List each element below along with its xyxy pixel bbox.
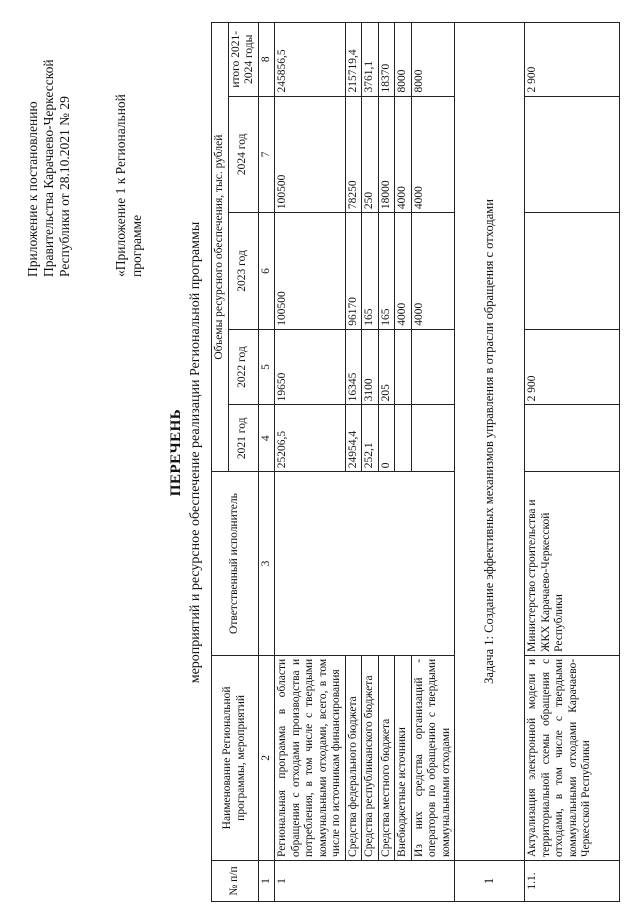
value-cell — [395, 405, 412, 472]
column-number-row — [258, 23, 275, 902]
col-num-header: № п/п — [212, 860, 259, 901]
value-cell: 4000 — [395, 213, 412, 330]
value-cell: 8000 — [395, 23, 412, 97]
value-cell: 100500 — [275, 213, 346, 330]
col-number: 6 — [258, 213, 275, 330]
appendix-reference: «Приложение 1 к Региональной программе — [113, 94, 144, 277]
appendix-line: Приложение к постановлению — [25, 101, 40, 277]
funding-table — [211, 22, 620, 902]
value-cell: 19650 — [275, 329, 346, 405]
source-name: Средства республиканского бюджета — [362, 655, 379, 860]
value-cell: 25206,5 — [275, 405, 346, 472]
program-row — [275, 23, 346, 902]
value-cell: 24954,4 — [345, 405, 362, 472]
task-num: 1 — [455, 860, 525, 901]
value-cell: 4000 — [411, 96, 455, 213]
col-2024-header: 2024 год — [228, 96, 258, 213]
value-cell: 8000 — [411, 23, 455, 97]
col-2022-header: 2022 год — [228, 329, 258, 405]
value-cell: 0 — [378, 405, 395, 472]
source-name: Средства федерального бюджета — [345, 655, 362, 860]
col-number: 2 — [258, 655, 275, 860]
value-cell: 2 900 — [525, 23, 620, 97]
value-cell: 252,1 — [362, 405, 379, 472]
source-row — [395, 23, 412, 902]
activity-name: Актуализация электронной модели и территориальной схемы обращения с отходами, в том числе с твердыми коммунальными отходами Карачаево-Черкесской Республики — [525, 655, 620, 860]
task-row — [455, 23, 525, 902]
program-executor — [275, 472, 455, 656]
col-2021-header: 2021 год — [228, 405, 258, 472]
document-title: ПЕРЕЧЕНЬ — [168, 408, 184, 497]
value-cell — [395, 329, 412, 405]
value-cell — [525, 213, 620, 330]
col-total-header: итого 2021-2024 годы — [228, 23, 258, 97]
value-cell — [525, 96, 620, 213]
col-number: 4 — [258, 405, 275, 472]
value-cell: 165 — [378, 213, 395, 330]
col-funding-header: Объемы ресурсного обеспечения, тыс. рублей — [212, 23, 229, 472]
activity-num: 1.1. — [525, 860, 620, 901]
col-number: 5 — [258, 329, 275, 405]
activity-row — [525, 23, 620, 902]
value-cell: 215719,4 — [345, 23, 362, 97]
value-cell — [411, 329, 455, 405]
value-cell: 18370 — [378, 23, 395, 97]
program-num: 1 — [275, 860, 455, 901]
task-text: Задача 1: Создание эффективных механизмов управления в отрасли обращения с отходами — [455, 23, 525, 861]
col-2023-header: 2023 год — [228, 213, 258, 330]
source-row — [345, 23, 362, 902]
appendix-header — [25, 7, 73, 277]
appendix-line: Республики от 28.10.2021 № 29 — [57, 96, 72, 277]
col-executor-header: Ответственный исполнитель — [212, 472, 259, 656]
col-number: 1 — [258, 860, 275, 901]
value-cell: 3100 — [362, 329, 379, 405]
col-number: 3 — [258, 472, 275, 656]
activity-executor: Министерство строительства и ЖКХ Карачаево-Черкесской Республики — [525, 472, 620, 656]
header-row — [212, 23, 229, 902]
value-cell: 165 — [362, 213, 379, 330]
value-cell: 250 — [362, 96, 379, 213]
value-cell — [411, 405, 455, 472]
value-cell: 4000 — [411, 213, 455, 330]
value-cell: 245856,5 — [275, 23, 346, 97]
value-cell: 96170 — [345, 213, 362, 330]
source-name: Внебюджетные источники — [395, 655, 412, 860]
source-row — [362, 23, 379, 902]
program-name: Региональная программа в области обращения с отходами производства и потребления, в том числе с твердыми коммунальными отходами, всего, в том числе по источникам финансирования — [275, 655, 346, 860]
value-cell: 3761,1 — [362, 23, 379, 97]
value-cell: 18000 — [378, 96, 395, 213]
source-name: Средства местного бюджета — [378, 655, 395, 860]
value-cell — [525, 405, 620, 472]
value-cell: 16345 — [345, 329, 362, 405]
source-row — [411, 23, 455, 902]
source-name: Из них средства организаций - операторов по обращению с твердыми коммунальными отходами — [411, 655, 455, 860]
value-cell: 205 — [378, 329, 395, 405]
value-cell: 4000 — [395, 96, 412, 213]
appendix-line: Правительства Карачаево-Черкесской — [41, 59, 56, 277]
source-row — [378, 23, 395, 902]
col-number: 7 — [258, 96, 275, 213]
value-cell: 2 900 — [525, 329, 620, 405]
value-cell: 100500 — [275, 96, 346, 213]
value-cell: 78250 — [345, 96, 362, 213]
col-name-header: Наименование Региональной программы, мероприятий — [212, 655, 259, 860]
col-number: 8 — [258, 23, 275, 97]
document-subtitle: мероприятий и ресурсное обеспечение реализации Региональной программы — [188, 221, 203, 684]
